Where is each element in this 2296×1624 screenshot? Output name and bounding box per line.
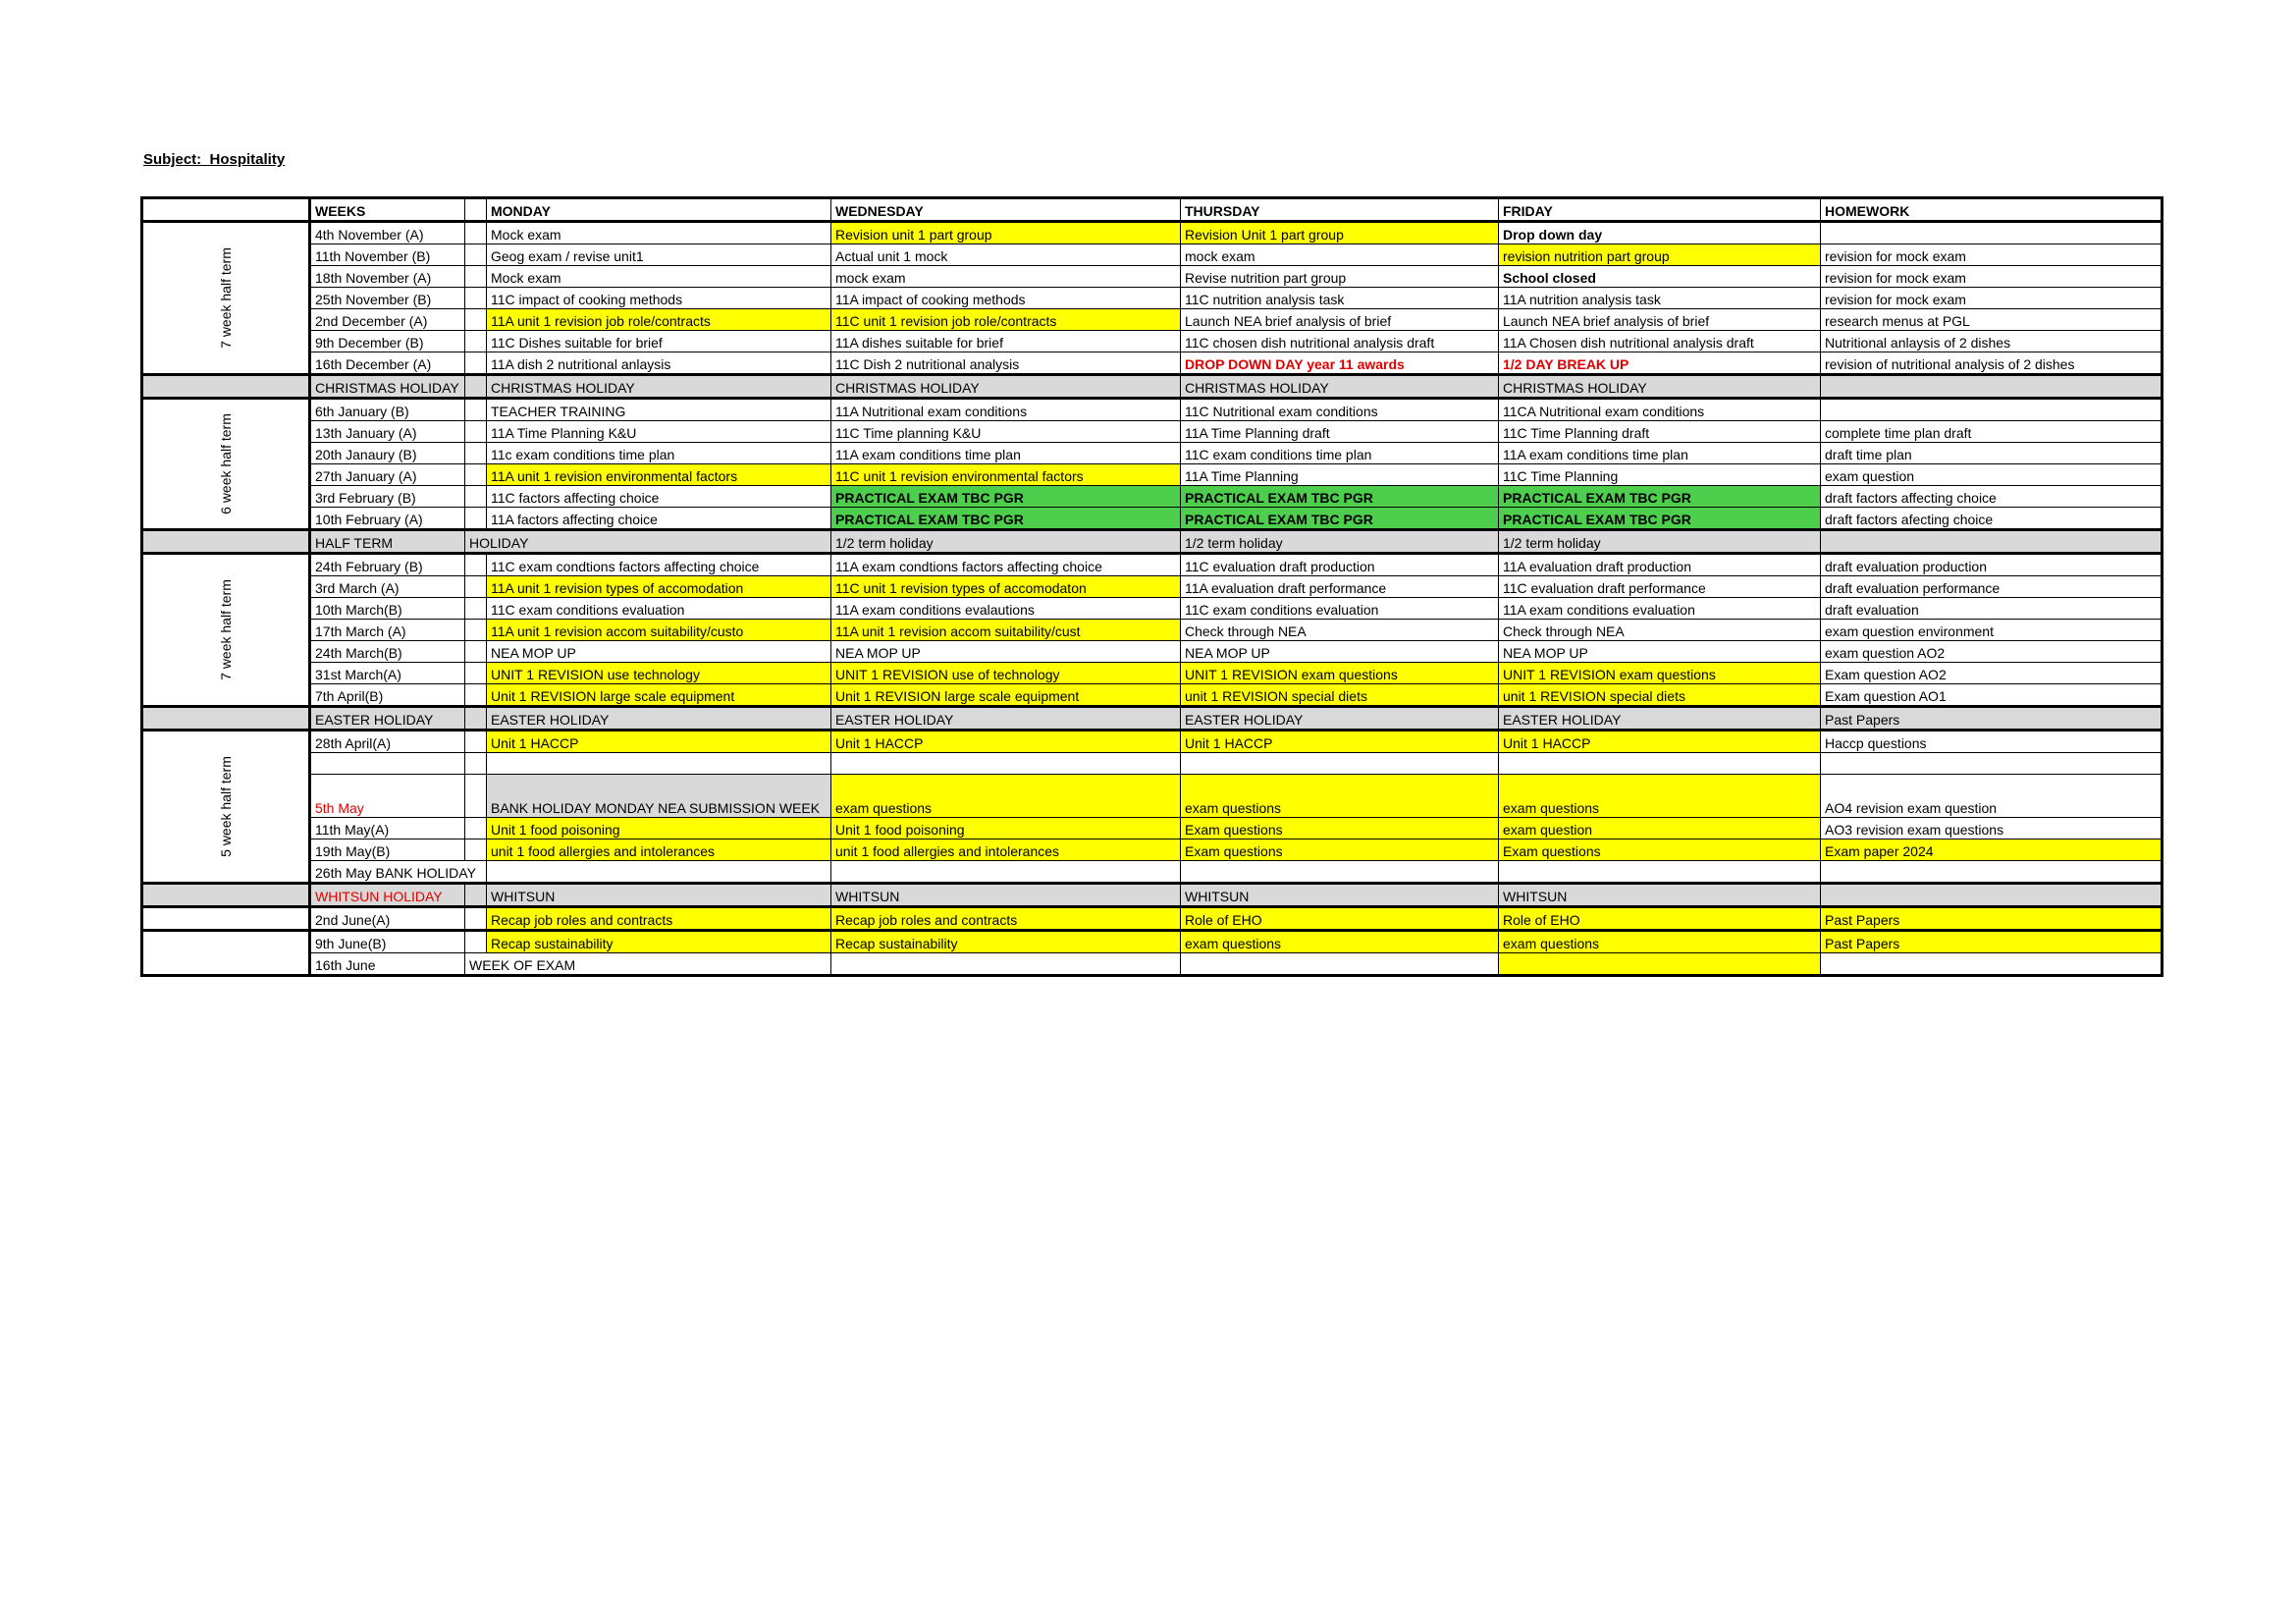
friday-cell: 11C Time Planning — [1499, 464, 1821, 486]
monday-cell: 11C impact of cooking methods — [487, 288, 831, 309]
monday-cell: 11A unit 1 revision types of accomodation — [487, 576, 831, 598]
wednesday-cell: 11A dishes suitable for brief — [831, 331, 1181, 352]
monday-cell: 11A Time Planning K&U — [487, 421, 831, 443]
friday-cell: 11C Time Planning draft — [1499, 421, 1821, 443]
week-cell: 28th April(A) — [310, 731, 465, 753]
monday-cell: 11C Dishes suitable for brief — [487, 331, 831, 352]
header-gap — [465, 198, 487, 222]
week-row — [142, 861, 2163, 884]
gap-cell — [465, 309, 487, 331]
thursday-cell: 11A evaluation draft performance — [1181, 576, 1499, 598]
week-cell: 2nd December (A) — [310, 309, 465, 331]
friday-cell: Unit 1 HACCP — [1499, 731, 1821, 753]
thursday-cell — [1181, 953, 1499, 976]
gap-cell — [465, 839, 487, 861]
friday-cell: 1/2 term holiday — [1499, 530, 1821, 554]
homework-cell: draft evaluation — [1821, 598, 2163, 620]
week-row — [142, 309, 2163, 331]
friday-cell: PRACTICAL EXAM TBC PGR — [1499, 486, 1821, 508]
week-cell: 10th February (A) — [310, 508, 465, 530]
term-empty-cell — [142, 931, 310, 953]
friday-cell: School closed — [1499, 266, 1821, 288]
friday-cell: Exam questions — [1499, 839, 1821, 861]
friday-cell: 11A exam conditions evaluation — [1499, 598, 1821, 620]
friday-cell: 11CA Nutritional exam conditions — [1499, 399, 1821, 421]
monday-cell: UNIT 1 REVISION use technology — [487, 663, 831, 684]
gap-cell — [465, 352, 487, 375]
monday-cell: Recap sustainability — [487, 931, 831, 953]
thursday-cell: Revision Unit 1 part group — [1181, 222, 1499, 244]
homework-cell: AO4 revision exam question — [1821, 775, 2163, 818]
monday-cell: Recap job roles and contracts — [487, 907, 831, 931]
monday-cell: Mock exam — [487, 266, 831, 288]
thursday-cell: Unit 1 HACCP — [1181, 731, 1499, 753]
gap-cell — [465, 244, 487, 266]
gap-cell — [465, 731, 487, 753]
week-row — [142, 399, 2163, 421]
monday-cell: Unit 1 REVISION large scale equipment — [487, 684, 831, 707]
term-gap-cell — [142, 375, 310, 399]
friday-cell — [1499, 753, 1821, 775]
gap-cell — [465, 266, 487, 288]
week-cell: 18th November (A) — [310, 266, 465, 288]
wednesday-cell — [831, 753, 1181, 775]
term-label-cell — [142, 554, 310, 707]
thursday-cell: EASTER HOLIDAY — [1181, 707, 1499, 731]
week-cell: 10th March(B) — [310, 598, 465, 620]
friday-cell: EASTER HOLIDAY — [1499, 707, 1821, 731]
week-row — [142, 486, 2163, 508]
friday-cell: exam question — [1499, 818, 1821, 839]
week-row — [142, 620, 2163, 641]
header-homework: HOMEWORK — [1821, 198, 2163, 222]
monday-cell: BANK HOLIDAY MONDAY NEA SUBMISSION WEEK — [487, 775, 831, 818]
friday-cell: 11A nutrition analysis task — [1499, 288, 1821, 309]
friday-cell: CHRISTMAS HOLIDAY — [1499, 375, 1821, 399]
homework-cell — [1821, 222, 2163, 244]
week-cell: 16th June — [310, 953, 465, 976]
homework-cell: draft evaluation production — [1821, 554, 2163, 576]
week-row — [142, 352, 2163, 375]
homework-cell: revision for mock exam — [1821, 244, 2163, 266]
thursday-cell: Exam questions — [1181, 839, 1499, 861]
gap-cell — [465, 753, 487, 775]
term-label: 5 week half term — [217, 756, 234, 857]
friday-cell: UNIT 1 REVISION exam questions — [1499, 663, 1821, 684]
week-row — [142, 576, 2163, 598]
gap-cell — [465, 884, 487, 907]
thursday-cell: exam questions — [1181, 775, 1499, 818]
thursday-cell — [1181, 861, 1499, 884]
wednesday-cell: PRACTICAL EXAM TBC PGR — [831, 508, 1181, 530]
week-cell: WHITSUN HOLIDAY — [310, 884, 465, 907]
week-cell: 26th May BANK HOLIDAY — [310, 861, 487, 884]
wednesday-cell: Recap sustainability — [831, 931, 1181, 953]
thursday-cell: 11A Time Planning — [1181, 464, 1499, 486]
wednesday-cell: UNIT 1 REVISION use of technology — [831, 663, 1181, 684]
friday-cell: Launch NEA brief analysis of brief — [1499, 309, 1821, 331]
week-row — [142, 753, 2163, 775]
gap-cell — [465, 554, 487, 576]
week-cell: 25th November (B) — [310, 288, 465, 309]
header-row — [142, 198, 2163, 222]
wednesday-cell: PRACTICAL EXAM TBC PGR — [831, 486, 1181, 508]
monday-cell: NEA MOP UP — [487, 641, 831, 663]
schedule-body — [142, 198, 2163, 976]
gap-cell — [465, 907, 487, 931]
wednesday-cell: exam questions — [831, 775, 1181, 818]
thursday-cell: Exam questions — [1181, 818, 1499, 839]
week-cell: EASTER HOLIDAY — [310, 707, 465, 731]
thursday-cell: PRACTICAL EXAM TBC PGR — [1181, 486, 1499, 508]
week-row — [142, 443, 2163, 464]
gap-cell — [465, 421, 487, 443]
wednesday-cell: NEA MOP UP — [831, 641, 1181, 663]
friday-cell: exam questions — [1499, 775, 1821, 818]
term-label: 7 week half term — [217, 579, 234, 680]
thursday-cell: 11C exam conditions evaluation — [1181, 598, 1499, 620]
thursday-cell: WHITSUN — [1181, 884, 1499, 907]
monday-cell: WEEK OF EXAM — [465, 953, 831, 976]
friday-cell: 11A evaluation draft production — [1499, 554, 1821, 576]
homework-cell: Exam paper 2024 — [1821, 839, 2163, 861]
thursday-cell: Revise nutrition part group — [1181, 266, 1499, 288]
wednesday-cell: Unit 1 REVISION large scale equipment — [831, 684, 1181, 707]
gap-cell — [465, 598, 487, 620]
wednesday-cell: EASTER HOLIDAY — [831, 707, 1181, 731]
homework-cell: exam question AO2 — [1821, 641, 2163, 663]
thursday-cell: 11C Nutritional exam conditions — [1181, 399, 1499, 421]
thursday-cell: UNIT 1 REVISION exam questions — [1181, 663, 1499, 684]
week-row — [142, 663, 2163, 684]
week-cell: 11th November (B) — [310, 244, 465, 266]
homework-cell: AO3 revision exam questions — [1821, 818, 2163, 839]
monday-cell: TEACHER TRAINING — [487, 399, 831, 421]
homework-cell — [1821, 884, 2163, 907]
homework-cell — [1821, 861, 2163, 884]
thursday-cell: 11C chosen dish nutritional analysis draft — [1181, 331, 1499, 352]
week-row — [142, 244, 2163, 266]
thursday-cell — [1181, 753, 1499, 775]
week-cell: 20th Janaury (B) — [310, 443, 465, 464]
homework-cell: draft time plan — [1821, 443, 2163, 464]
wednesday-cell: mock exam — [831, 266, 1181, 288]
thursday-cell: Role of EHO — [1181, 907, 1499, 931]
term-label-cell — [142, 399, 310, 530]
monday-cell: unit 1 food allergies and intolerances — [487, 839, 831, 861]
week-row — [142, 288, 2163, 309]
term-gap-cell — [142, 530, 310, 554]
monday-cell — [487, 753, 831, 775]
gap-cell — [465, 288, 487, 309]
week-cell: 19th May(B) — [310, 839, 465, 861]
thursday-cell: 11C exam conditions time plan — [1181, 443, 1499, 464]
holiday-row — [142, 375, 2163, 399]
term-gap-cell — [142, 884, 310, 907]
week-cell: CHRISTMAS HOLIDAY — [310, 375, 465, 399]
header-friday: FRIDAY — [1499, 198, 1821, 222]
monday-cell: Unit 1 HACCP — [487, 731, 831, 753]
gap-cell — [465, 641, 487, 663]
term-empty-cell — [142, 907, 310, 931]
wednesday-cell: Unit 1 food poisoning — [831, 818, 1181, 839]
wednesday-cell: Recap job roles and contracts — [831, 907, 1181, 931]
wednesday-cell: Actual unit 1 mock — [831, 244, 1181, 266]
gap-cell — [465, 663, 487, 684]
term-gap-cell — [142, 707, 310, 731]
header-monday: MONDAY — [487, 198, 831, 222]
homework-cell: revision for mock exam — [1821, 288, 2163, 309]
thursday-cell: 11A Time Planning draft — [1181, 421, 1499, 443]
monday-cell: 11A unit 1 revision environmental factors — [487, 464, 831, 486]
homework-cell: Haccp questions — [1821, 731, 2163, 753]
friday-cell: 1/2 DAY BREAK UP — [1499, 352, 1821, 375]
thursday-cell: NEA MOP UP — [1181, 641, 1499, 663]
monday-cell: EASTER HOLIDAY — [487, 707, 831, 731]
homework-cell: revision of nutritional analysis of 2 dishes — [1821, 352, 2163, 375]
week-row — [142, 598, 2163, 620]
friday-cell: 11C evaluation draft performance — [1499, 576, 1821, 598]
holiday-row — [142, 884, 2163, 907]
week-row — [142, 839, 2163, 861]
holiday-row — [142, 530, 2163, 554]
homework-cell: Past Papers — [1821, 707, 2163, 731]
gap-cell — [465, 775, 487, 818]
gap-cell — [465, 620, 487, 641]
thursday-cell: unit 1 REVISION special diets — [1181, 684, 1499, 707]
wednesday-cell: 11C Time planning K&U — [831, 421, 1181, 443]
header-wednesday: WEDNESDAY — [831, 198, 1181, 222]
week-row — [142, 775, 2163, 818]
monday-cell: 11A unit 1 revision accom suitability/custo — [487, 620, 831, 641]
monday-cell — [487, 861, 831, 884]
week-cell: 11th May(A) — [310, 818, 465, 839]
monday-cell: 11C exam condtions factors affecting choice — [487, 554, 831, 576]
friday-cell: exam questions — [1499, 931, 1821, 953]
week-cell: 17th March (A) — [310, 620, 465, 641]
week-row — [142, 818, 2163, 839]
thursday-cell: PRACTICAL EXAM TBC PGR — [1181, 508, 1499, 530]
wednesday-cell: Unit 1 HACCP — [831, 731, 1181, 753]
homework-cell: exam question — [1821, 464, 2163, 486]
week-cell: 9th June(B) — [310, 931, 465, 953]
gap-cell — [465, 399, 487, 421]
monday-cell: 11C factors affecting choice — [487, 486, 831, 508]
week-cell: 27th January (A) — [310, 464, 465, 486]
wednesday-cell — [831, 953, 1181, 976]
wednesday-cell — [831, 861, 1181, 884]
wednesday-cell: 11C Dish 2 nutritional analysis — [831, 352, 1181, 375]
week-row — [142, 931, 2163, 953]
wednesday-cell: 11A exam conditions evalautions — [831, 598, 1181, 620]
week-cell: 5th May — [310, 775, 465, 818]
friday-cell: Role of EHO — [1499, 907, 1821, 931]
homework-cell: complete time plan draft — [1821, 421, 2163, 443]
monday-cell: 11C exam conditions evaluation — [487, 598, 831, 620]
homework-cell: Past Papers — [1821, 931, 2163, 953]
monday-cell: 11A unit 1 revision job role/contracts — [487, 309, 831, 331]
week-row — [142, 731, 2163, 753]
thursday-cell: exam questions — [1181, 931, 1499, 953]
gap-cell — [465, 576, 487, 598]
gap-cell — [465, 331, 487, 352]
subject-title: Subject: Hospitality — [143, 151, 286, 168]
term-label-cell — [142, 731, 310, 884]
homework-cell — [1821, 530, 2163, 554]
friday-cell: 11A exam conditions time plan — [1499, 443, 1821, 464]
gap-cell — [465, 818, 487, 839]
homework-cell: exam question environment — [1821, 620, 2163, 641]
homework-cell: revision for mock exam — [1821, 266, 2163, 288]
week-cell — [310, 753, 465, 775]
homework-cell: Exam question AO2 — [1821, 663, 2163, 684]
monday-cell: Mock exam — [487, 222, 831, 244]
week-cell: 3rd March (A) — [310, 576, 465, 598]
week-cell: 13th January (A) — [310, 421, 465, 443]
gap-cell — [465, 375, 487, 399]
homework-cell — [1821, 375, 2163, 399]
week-cell: 24th March(B) — [310, 641, 465, 663]
homework-cell: draft factors afecting choice — [1821, 508, 2163, 530]
wednesday-cell: WHITSUN — [831, 884, 1181, 907]
thursday-cell: 1/2 term holiday — [1181, 530, 1499, 554]
thursday-cell: CHRISTMAS HOLIDAY — [1181, 375, 1499, 399]
term-label-cell — [142, 222, 310, 375]
thursday-cell: 11C nutrition analysis task — [1181, 288, 1499, 309]
week-cell: 6th January (B) — [310, 399, 465, 421]
friday-cell: WHITSUN — [1499, 884, 1821, 907]
monday-cell: Unit 1 food poisoning — [487, 818, 831, 839]
week-cell: 2nd June(A) — [310, 907, 465, 931]
friday-cell: 11A Chosen dish nutritional analysis draft — [1499, 331, 1821, 352]
gap-cell — [465, 931, 487, 953]
week-row — [142, 266, 2163, 288]
friday-cell: revision nutrition part group — [1499, 244, 1821, 266]
homework-cell — [1821, 753, 2163, 775]
monday-cell: 11A factors affecting choice — [487, 508, 831, 530]
week-row — [142, 464, 2163, 486]
week-cell: 31st March(A) — [310, 663, 465, 684]
term-header-blank — [142, 198, 310, 222]
homework-cell — [1821, 399, 2163, 421]
gap-cell — [465, 443, 487, 464]
wednesday-cell: Revision unit 1 part group — [831, 222, 1181, 244]
term-label: 6 week half term — [217, 413, 234, 514]
gap-cell — [465, 707, 487, 731]
wednesday-cell: CHRISTMAS HOLIDAY — [831, 375, 1181, 399]
friday-cell: PRACTICAL EXAM TBC PGR — [1499, 508, 1821, 530]
term-label: 7 week half term — [217, 247, 234, 349]
week-row — [142, 222, 2163, 244]
thursday-cell: DROP DOWN DAY year 11 awards — [1181, 352, 1499, 375]
schedule-table — [140, 196, 2163, 977]
week-row — [142, 421, 2163, 443]
monday-cell: Geog exam / revise unit1 — [487, 244, 831, 266]
week-cell: 7th April(B) — [310, 684, 465, 707]
friday-cell — [1499, 953, 1821, 976]
monday-cell: WHITSUN — [487, 884, 831, 907]
homework-cell: draft factors affecting choice — [1821, 486, 2163, 508]
friday-cell: NEA MOP UP — [1499, 641, 1821, 663]
homework-cell: draft evaluation performance — [1821, 576, 2163, 598]
week-row — [142, 907, 2163, 931]
friday-cell: Drop down day — [1499, 222, 1821, 244]
thursday-cell: Check through NEA — [1181, 620, 1499, 641]
thursday-cell: mock exam — [1181, 244, 1499, 266]
friday-cell: unit 1 REVISION special diets — [1499, 684, 1821, 707]
week-row — [142, 554, 2163, 576]
week-row — [142, 641, 2163, 663]
week-row — [142, 684, 2163, 707]
header-thursday: THURSDAY — [1181, 198, 1499, 222]
wednesday-cell: 11A exam conditions time plan — [831, 443, 1181, 464]
homework-cell: research menus at PGL — [1821, 309, 2163, 331]
wednesday-cell: 1/2 term holiday — [831, 530, 1181, 554]
holiday-row — [142, 707, 2163, 731]
homework-cell — [1821, 953, 2163, 976]
gap-cell — [465, 222, 487, 244]
header-weeks: WEEKS — [310, 198, 465, 222]
gap-cell — [465, 508, 487, 530]
week-row — [142, 331, 2163, 352]
monday-cell: CHRISTMAS HOLIDAY — [487, 375, 831, 399]
wednesday-cell: 11A impact of cooking methods — [831, 288, 1181, 309]
thursday-cell: 11C evaluation draft production — [1181, 554, 1499, 576]
week-cell: 9th December (B) — [310, 331, 465, 352]
monday-cell: 11c exam conditions time plan — [487, 443, 831, 464]
homework-cell: Exam question AO1 — [1821, 684, 2163, 707]
wednesday-cell: 11A exam condtions factors affecting choice — [831, 554, 1181, 576]
homework-cell: Nutritional anlaysis of 2 dishes — [1821, 331, 2163, 352]
week-row — [142, 508, 2163, 530]
thursday-cell: Launch NEA brief analysis of brief — [1181, 309, 1499, 331]
wednesday-cell: 11A unit 1 revision accom suitability/cust — [831, 620, 1181, 641]
wednesday-cell: unit 1 food allergies and intolerances — [831, 839, 1181, 861]
gap-cell — [465, 684, 487, 707]
wednesday-cell: 11C unit 1 revision types of accomodaton — [831, 576, 1181, 598]
gap-cell — [465, 486, 487, 508]
gap-cell — [465, 464, 487, 486]
week-cell: 24th February (B) — [310, 554, 465, 576]
week-cell: 3rd February (B) — [310, 486, 465, 508]
homework-cell: Past Papers — [1821, 907, 2163, 931]
week-cell: 4th November (A) — [310, 222, 465, 244]
monday-cell: 11A dish 2 nutritional anlaysis — [487, 352, 831, 375]
week-cell: HALF TERM — [310, 530, 465, 554]
wednesday-cell: 11C unit 1 revision environmental factors — [831, 464, 1181, 486]
term-empty-cell — [142, 953, 310, 976]
friday-cell — [1499, 861, 1821, 884]
wednesday-cell: 11C unit 1 revision job role/contracts — [831, 309, 1181, 331]
wednesday-cell: 11A Nutritional exam conditions — [831, 399, 1181, 421]
week-row — [142, 953, 2163, 976]
week-cell: 16th December (A) — [310, 352, 465, 375]
friday-cell: Check through NEA — [1499, 620, 1821, 641]
monday-cell: HOLIDAY — [465, 530, 831, 554]
